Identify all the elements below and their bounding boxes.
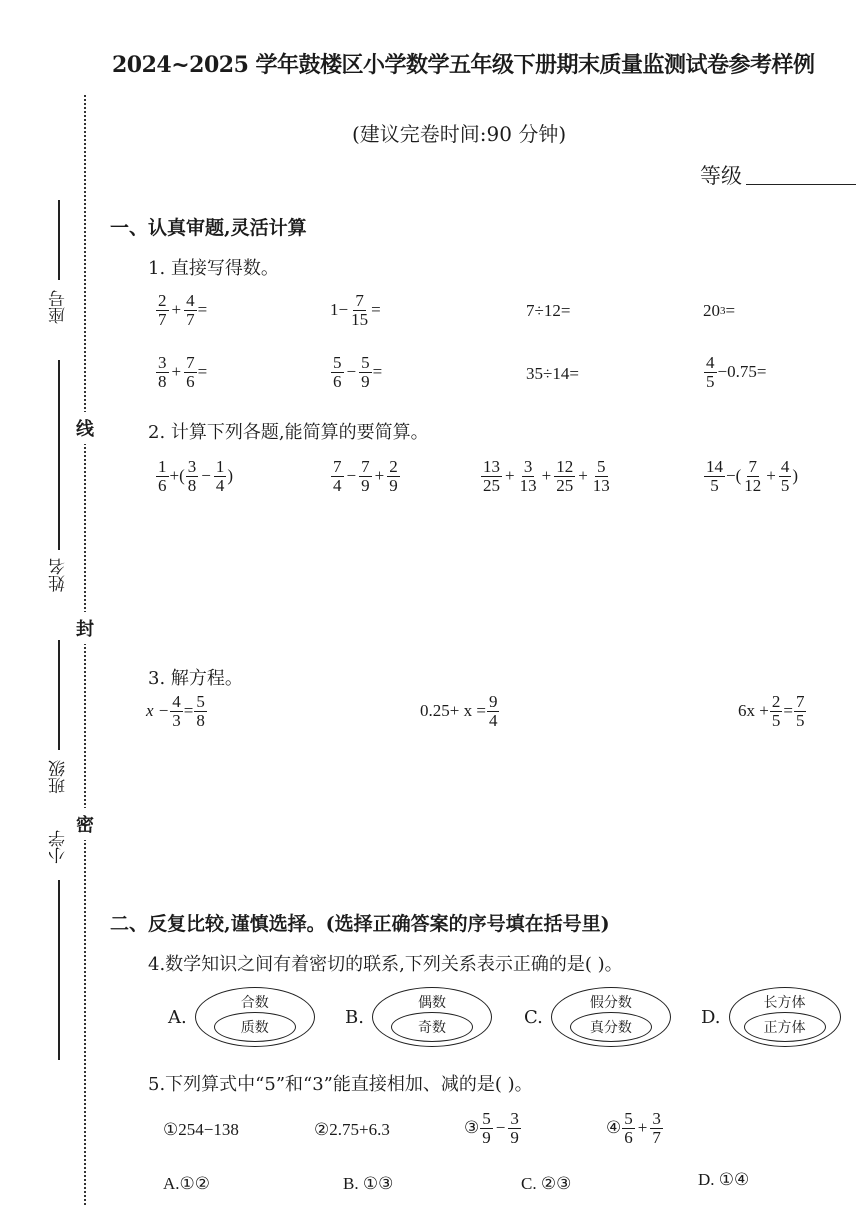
section1-title: 一、认真审题,灵活计算 [110,217,307,239]
q2-expr-3: $\frac{13}{25}$ + $\frac{3}{13}$ + $\frac{12}{25}$ + $\frac{5}{13}$ [483,457,610,495]
q5-answer-b[interactable]: B. ①③ [343,1174,394,1193]
q5-item-1: ①254−138 [163,1120,239,1139]
q2-label: 2. 计算下列各题,能简算的要简算。 [148,422,429,443]
q4-option-b[interactable]: B. 偶数 奇数 [345,987,492,1047]
name-label: 姓名 [49,558,69,592]
q1-r1-a: $\frac{2}{7}$ + $\frac{4}{7}$ = [158,291,208,329]
q1-label: 1. 直接写得数。 [148,258,279,279]
q5-answer-d[interactable]: D. ①④ [698,1170,750,1189]
q2-expr-1: $\frac{1}{6}$ +( $\frac{3}{8}$ − $\frac{1}{4}$ ) [158,457,234,495]
grade-field [700,160,856,190]
q4-label: 4.数学知识之间有着密切的联系,下列关系表示正确的是( )。 [148,954,623,975]
q3-eq-3: 6x + $\frac{2}{5}$ = $\frac{7}{5}$ [738,692,805,730]
seal-char-line: 线 [76,412,94,444]
q1-r1-d: 20 3 = [703,301,736,320]
name-blank[interactable] [58,360,60,550]
grade-blank[interactable] [746,184,856,185]
q1-r2-b: $\frac{5}{6}$ − $\frac{5}{9}$ = [333,353,383,391]
venn-diagram-d: 长方体 正方体 [729,987,841,1047]
venn-diagram-b: 偶数 奇数 [372,987,492,1047]
class-blank[interactable] [58,640,60,750]
grade-label: 等级 [700,164,742,188]
q5-label: 5.下列算式中“5”和“3”能直接相加、减的是( )。 [148,1074,533,1095]
q1-r1-b: 1− $\frac{7}{15}$ = [330,291,381,329]
venn-diagram-c: 假分数 真分数 [551,987,671,1047]
seal-char-secret: 密 [76,808,94,840]
q3-eq-2: 0.25+ x = $\frac{9}{4}$ [420,692,498,730]
seal-char-seal: 封 [76,612,94,644]
q3-eq-1: x − $\frac{4}{3}$ = $\frac{5}{8}$ [146,692,205,730]
q5-answer-c[interactable]: C. ②③ [521,1174,572,1193]
q5-item-2: ②2.75+6.3 [314,1120,390,1139]
school-blank[interactable] [58,880,60,1060]
venn-diagram-a: 合数 质数 [195,987,315,1047]
q1-r2-d: $\frac{4}{5}$ −0.75= [706,353,767,391]
q4-option-c[interactable]: C. 假分数 真分数 [524,987,671,1047]
q4-option-a[interactable]: A. 合数 质数 [168,987,315,1047]
q2-expr-2: $\frac{7}{4}$ − $\frac{7}{9}$ + $\frac{2}{9}$ [333,457,398,495]
page-title: 2024~2025 学年鼓楼区小学数学五年级下册期末质量监测试卷参考样例 [112,52,815,78]
binding-dotted-line [84,95,86,1205]
time-note: (建议完卷时间:90 分钟) [352,122,567,146]
q3-label: 3. 解方程。 [148,668,243,689]
q2-expr-4: $\frac{14}{5}$ −( $\frac{7}{12}$ + $\frac{4}{5}$ ) [706,457,799,495]
q1-r1-c: 7÷12= [526,301,571,320]
section2-title: 二、反复比较,谨慎选择。(选择正确答案的序号填在括号里) [110,913,610,935]
seat-blank[interactable] [58,200,60,280]
school-label: 小学 [49,830,69,864]
q4-option-d[interactable]: D. 长方体 正方体 [701,987,841,1047]
class-label: 班级 [49,760,69,794]
q1-r2-c: 35÷14= [526,364,579,383]
q1-r2-a: $\frac{3}{8}$ + $\frac{7}{6}$ = [158,353,208,391]
q5-item-3: ③ $\frac{5}{9}$ − $\frac{3}{9}$ [464,1109,519,1147]
q5-item-4: ④ $\frac{5}{6}$ + $\frac{3}{7}$ [606,1109,661,1147]
q5-answer-a[interactable]: A.①② [163,1174,211,1193]
seat-label: 座号 [49,290,69,324]
